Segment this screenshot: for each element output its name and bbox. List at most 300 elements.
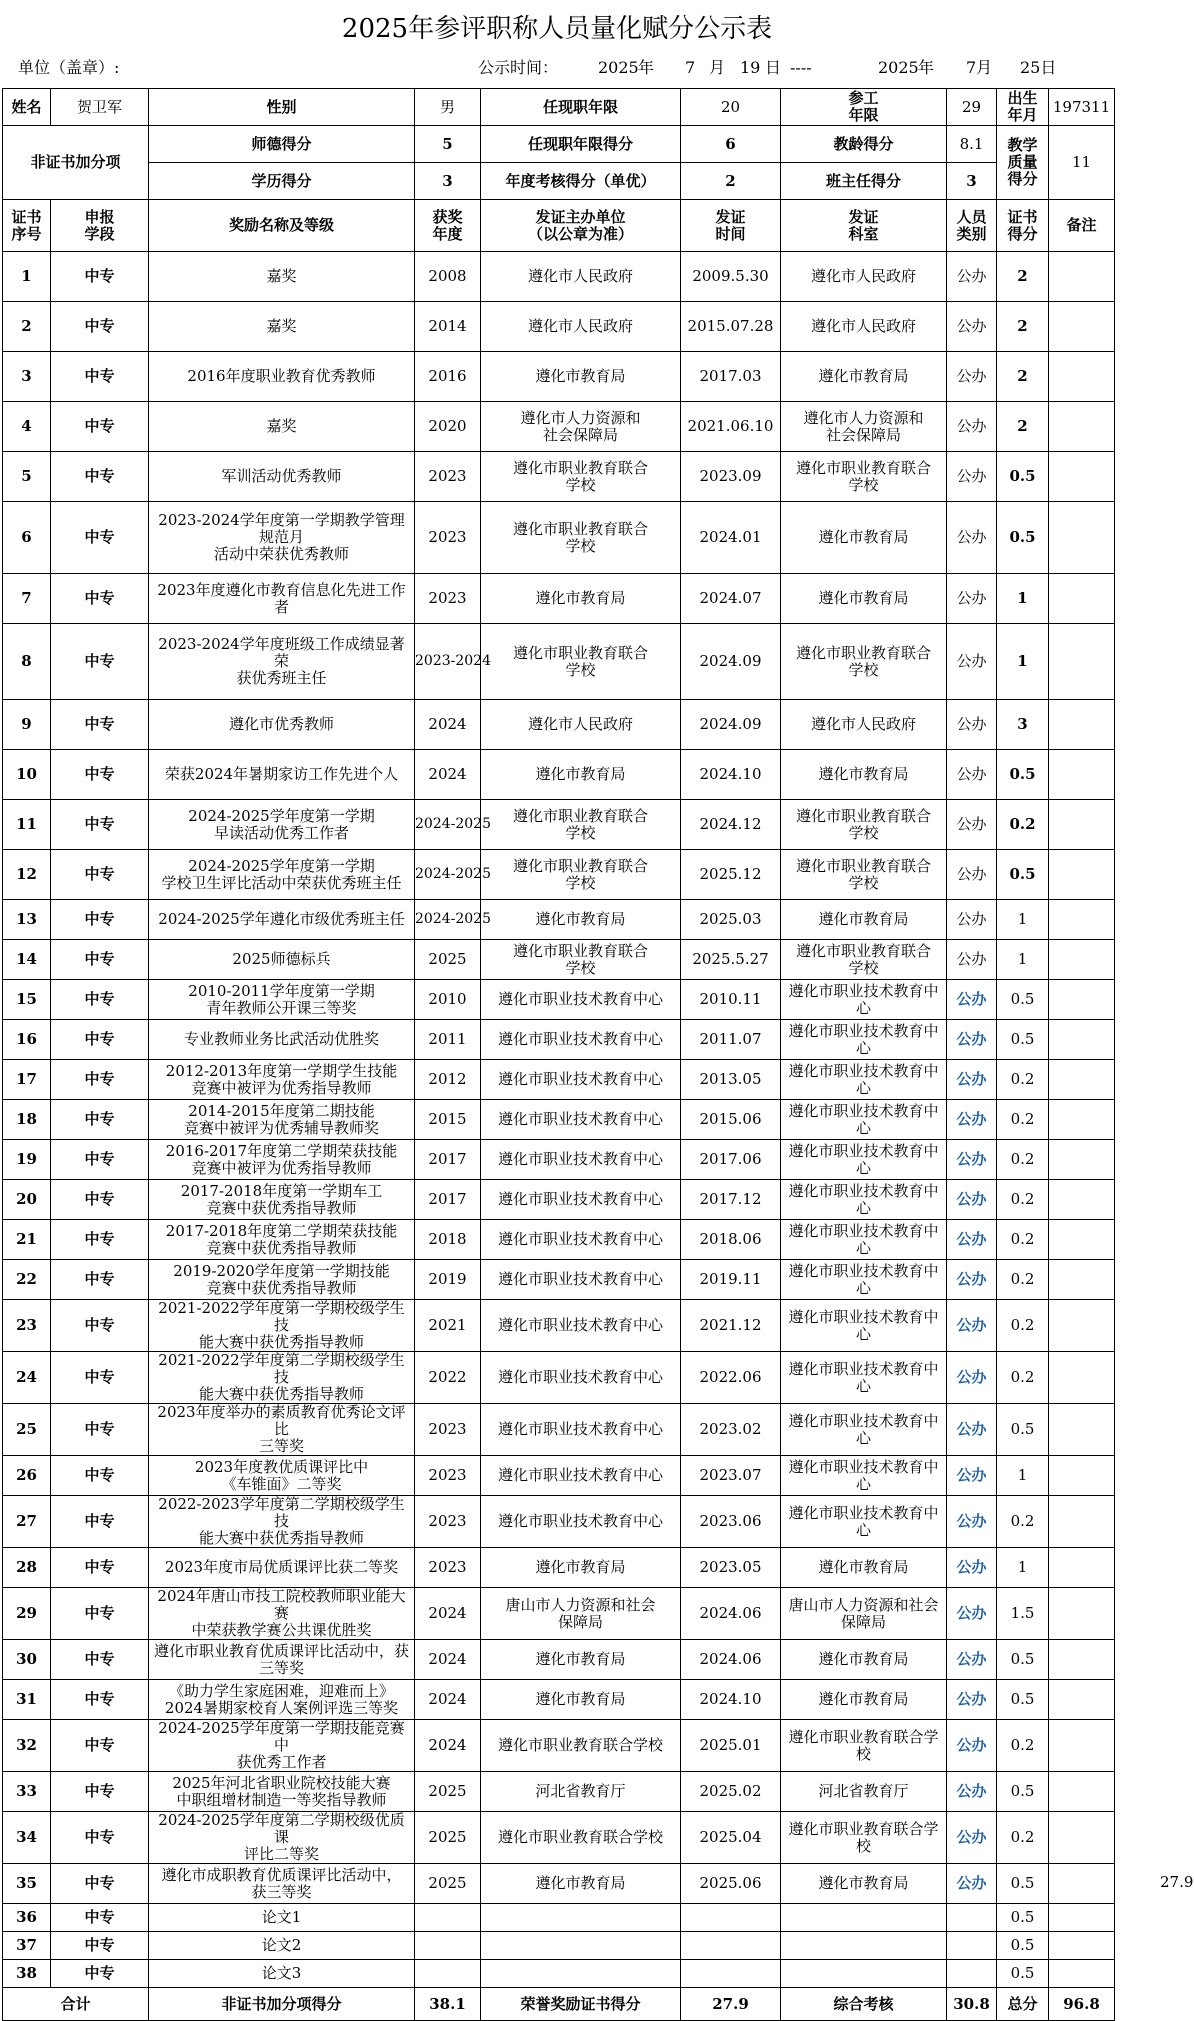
- row-no: 14: [3, 940, 51, 980]
- row-award: 《助力学生家庭困难，迎难而上》 2024暑期家校育人案例评选三等奖: [149, 1680, 415, 1720]
- row-stage: 中专: [51, 502, 149, 574]
- row-score: 0.2: [997, 1496, 1049, 1548]
- row-score: 0.2: [997, 1260, 1049, 1300]
- row-year: 2023: [415, 1456, 481, 1496]
- row-date: 2025.5.27: [681, 940, 781, 980]
- row-stage: 中专: [51, 1548, 149, 1588]
- row-dept: 遵化市人民政府: [781, 700, 947, 750]
- row-no: 3: [3, 352, 51, 402]
- row-year: 2024-2025: [415, 800, 481, 850]
- row-dept: 遵化市职业技术教育中 心: [781, 1060, 947, 1100]
- row-dept: [781, 1904, 947, 1932]
- row-dept: [781, 1932, 947, 1960]
- row-type: 公办: [947, 1020, 997, 1060]
- assess-label: 综合考核: [781, 1988, 947, 2021]
- start-month: 7: [685, 58, 696, 77]
- row-issuer: 遵化市教育局: [481, 352, 681, 402]
- row-year: 2018: [415, 1220, 481, 1260]
- row-stage: 中专: [51, 402, 149, 452]
- row-award: 2024年唐山市技工院校教师职业能大赛 中荣获教学赛公共课优胜奖: [149, 1588, 415, 1640]
- row-note: [1049, 1496, 1115, 1548]
- row-date: 2024.12: [681, 800, 781, 850]
- row-year: 2016: [415, 352, 481, 402]
- row-no: 38: [3, 1960, 51, 1988]
- row-no: 15: [3, 980, 51, 1020]
- row-date: 2025.01: [681, 1720, 781, 1772]
- row-award: 2023年度教优质课评比中 《车锥面》二等奖: [149, 1456, 415, 1496]
- row-date: 2015.06: [681, 1100, 781, 1140]
- quality-value: 11: [1049, 126, 1115, 200]
- row-stage: 中专: [51, 1300, 149, 1352]
- row-type: 公办: [947, 1812, 997, 1864]
- row-score: 1.5: [997, 1588, 1049, 1640]
- row-date: 2023.05: [681, 1548, 781, 1588]
- row-type: 公办: [947, 1640, 997, 1680]
- table-row: [3, 1456, 1115, 1496]
- col-header-stage: 申报 学段: [51, 200, 149, 252]
- row-issuer: 唐山市人力资源和社会 保障局: [481, 1588, 681, 1640]
- row-no: 27: [3, 1496, 51, 1548]
- table-row: [3, 624, 1115, 700]
- work-years-label: 参工 年限: [781, 89, 947, 126]
- row-score: 0.5: [997, 1640, 1049, 1680]
- row-no: 22: [3, 1260, 51, 1300]
- row-dept: 唐山市人力资源和社会 保障局: [781, 1588, 947, 1640]
- row-note: [1049, 1020, 1115, 1060]
- row-dept: 遵化市教育局: [781, 1864, 947, 1904]
- row-note: [1049, 980, 1115, 1020]
- row-issuer: 遵化市人民政府: [481, 252, 681, 302]
- row-issuer: 遵化市教育局: [481, 574, 681, 624]
- row-stage: 中专: [51, 1640, 149, 1680]
- row-type: 公办: [947, 850, 997, 900]
- row-type: 公办: [947, 1588, 997, 1640]
- tenure-score-value: 6: [681, 126, 781, 163]
- row-score: 0.2: [997, 1180, 1049, 1220]
- row-stage: 中专: [51, 1812, 149, 1864]
- row-no: 18: [3, 1100, 51, 1140]
- row-dept: 遵化市职业教育联合 学校: [781, 850, 947, 900]
- row-stage: 中专: [51, 1772, 149, 1812]
- row-score: 0.5: [997, 1404, 1049, 1456]
- row-date: 2021.06.10: [681, 402, 781, 452]
- row-no: 35: [3, 1864, 51, 1904]
- row-score: 0.5: [997, 1864, 1049, 1904]
- annual-value: 2: [681, 163, 781, 200]
- row-dept: 遵化市职业教育联合学 校: [781, 1812, 947, 1864]
- row-issuer: 遵化市人民政府: [481, 700, 681, 750]
- row-year: 2017: [415, 1140, 481, 1180]
- ethics-label: 师德得分: [149, 126, 415, 163]
- edu-label: 学历得分: [149, 163, 415, 200]
- row-dept: 遵化市人民政府: [781, 252, 947, 302]
- row-year: 2020: [415, 402, 481, 452]
- row-no: 36: [3, 1904, 51, 1932]
- honor-total-label: 荣誉奖励证书得分: [481, 1988, 681, 2021]
- row-award: 2023年度举办的素质教育优秀论文评比 三等奖: [149, 1404, 415, 1456]
- row-no: 5: [3, 452, 51, 502]
- row-year: 2024: [415, 1640, 481, 1680]
- row-score: 0.5: [997, 750, 1049, 800]
- row-award: 遵化市成职教育优质课评比活动中， 获三等奖: [149, 1864, 415, 1904]
- row-stage: 中专: [51, 574, 149, 624]
- row-dept: 遵化市职业技术教育中 心: [781, 1020, 947, 1060]
- row-note: [1049, 1352, 1115, 1404]
- row-award: 嘉奖: [149, 252, 415, 302]
- row-dept: 遵化市职业教育联合 学校: [781, 940, 947, 980]
- row-year: 2023-2024: [415, 624, 481, 700]
- year-char: 年: [638, 58, 655, 77]
- row-type: 公办: [947, 1772, 997, 1812]
- row-no: 20: [3, 1180, 51, 1220]
- tenure-value: 20: [681, 89, 781, 126]
- page-title: 2025年参评职称人员量化赋分公示表: [341, 14, 773, 44]
- row-no: 1: [3, 252, 51, 302]
- row-note: [1049, 1640, 1115, 1680]
- row-year: 2025: [415, 1772, 481, 1812]
- row-year: 2024: [415, 1588, 481, 1640]
- row-stage: 中专: [51, 1720, 149, 1772]
- row-note: [1049, 252, 1115, 302]
- row-type: 公办: [947, 1100, 997, 1140]
- row-date: 2023.09: [681, 452, 781, 502]
- row-score: 0.5: [997, 850, 1049, 900]
- row-year: [415, 1960, 481, 1988]
- row-issuer: 遵化市职业技术教育中心: [481, 1352, 681, 1404]
- row-date: 2017.06: [681, 1140, 781, 1180]
- start-day: 19: [740, 58, 761, 77]
- row-score: 3: [997, 700, 1049, 750]
- row-award: 2023年度市局优质课评比获二等奖: [149, 1548, 415, 1588]
- work-years-value: 29: [947, 89, 997, 126]
- table-row: [3, 940, 1115, 980]
- row-issuer: 遵化市职业技术教育中心: [481, 1220, 681, 1260]
- row-type: 公办: [947, 1720, 997, 1772]
- table-row: [3, 750, 1115, 800]
- row-year: 2012: [415, 1060, 481, 1100]
- row-year: [415, 1932, 481, 1960]
- row-issuer: 遵化市职业教育联合 学校: [481, 452, 681, 502]
- col-header-dept: 发证 科室: [781, 200, 947, 252]
- row-no: 12: [3, 850, 51, 900]
- row-award: 2017-2018年度第一学期车工 竞赛中获优秀指导教师: [149, 1180, 415, 1220]
- row-note: [1049, 402, 1115, 452]
- row-score: 0.5: [997, 1960, 1049, 1988]
- table-row: [3, 1496, 1115, 1548]
- row-dept: 遵化市职业教育联合学 校: [781, 1720, 947, 1772]
- col-header-date: 发证 时间: [681, 200, 781, 252]
- row-issuer: 遵化市职业教育联合学校: [481, 1812, 681, 1864]
- row-score: 2: [997, 302, 1049, 352]
- name-label: 姓名: [3, 89, 51, 126]
- table-row: [3, 850, 1115, 900]
- row-issuer: [481, 1932, 681, 1960]
- row-stage: 中专: [51, 1220, 149, 1260]
- row-note: [1049, 302, 1115, 352]
- row-type: 公办: [947, 1300, 997, 1352]
- row-type: 公办: [947, 1680, 997, 1720]
- table-row: [3, 1932, 1115, 1960]
- col-header-issuer: 发证主办单位 （以公章为准）: [481, 200, 681, 252]
- annual-label: 年度考核得分（单优）: [481, 163, 681, 200]
- row-type: 公办: [947, 1404, 997, 1456]
- row-type: 公办: [947, 352, 997, 402]
- row-award: 嘉奖: [149, 302, 415, 352]
- row-type: 公办: [947, 402, 997, 452]
- row-year: 2022: [415, 1352, 481, 1404]
- row-issuer: 遵化市教育局: [481, 750, 681, 800]
- row-type: 公办: [947, 574, 997, 624]
- row-type: [947, 1904, 997, 1932]
- name-value: 贺卫军: [51, 89, 149, 126]
- row-year: 2025: [415, 940, 481, 980]
- row-note: [1049, 1220, 1115, 1260]
- row-year: 2011: [415, 1020, 481, 1060]
- row-stage: 中专: [51, 1180, 149, 1220]
- row-dept: 遵化市教育局: [781, 1640, 947, 1680]
- row-score: 1: [997, 624, 1049, 700]
- row-year: [415, 1904, 481, 1932]
- row-note: [1049, 624, 1115, 700]
- row-no: 16: [3, 1020, 51, 1060]
- row-no: 4: [3, 402, 51, 452]
- row-score: 0.2: [997, 1220, 1049, 1260]
- row-stage: 中专: [51, 302, 149, 352]
- sum-value: 96.8: [1049, 1988, 1115, 2021]
- row-award: 嘉奖: [149, 402, 415, 452]
- row-award: 2012-2013年度第一学期学生技能 竞赛中被评为优秀指导教师: [149, 1060, 415, 1100]
- row-dept: 遵化市职业教育联合 学校: [781, 452, 947, 502]
- row-stage: 中专: [51, 1864, 149, 1904]
- row-no: 23: [3, 1300, 51, 1352]
- row-year: 2021: [415, 1300, 481, 1352]
- col-header-award: 奖励名称及等级: [149, 200, 415, 252]
- row-award: 2025年河北省职业院校技能大赛 中职组增材制造一等奖指导教师: [149, 1772, 415, 1812]
- score-table: [2, 88, 1115, 2021]
- row-type: 公办: [947, 1180, 997, 1220]
- row-award: 2010-2011学年度第一学期 青年教师公开课三等奖: [149, 980, 415, 1020]
- table-row: [3, 1300, 1115, 1352]
- table-row: [3, 352, 1115, 402]
- row-award: 2021-2022学年度第一学期校级学生技 能大赛中获优秀指导教师: [149, 1300, 415, 1352]
- row-stage: 中专: [51, 800, 149, 850]
- row-note: [1049, 1772, 1115, 1812]
- row-date: 2024.09: [681, 700, 781, 750]
- row-issuer: 遵化市职业技术教育中心: [481, 980, 681, 1020]
- honor-total-value: 27.9: [681, 1988, 781, 2021]
- head-teacher-value: 3: [947, 163, 997, 200]
- table-row: [3, 1720, 1115, 1772]
- unit-label: 单位（盖章）:: [18, 58, 120, 77]
- row-no: 17: [3, 1060, 51, 1100]
- col-header-score: 证书 得分: [997, 200, 1049, 252]
- row-issuer: 遵化市职业教育联合学校: [481, 1720, 681, 1772]
- row-score: 0.2: [997, 1100, 1049, 1140]
- row-date: 2018.06: [681, 1220, 781, 1260]
- row-type: 公办: [947, 1864, 997, 1904]
- outside-value: 27.9: [1160, 1873, 1194, 1891]
- row-dept: 遵化市职业技术教育中 心: [781, 1260, 947, 1300]
- row-type: [947, 1932, 997, 1960]
- row-stage: 中专: [51, 900, 149, 940]
- row-stage: 中专: [51, 452, 149, 502]
- row-dept: 遵化市教育局: [781, 1548, 947, 1588]
- table-row: [3, 574, 1115, 624]
- table-row: [3, 502, 1115, 574]
- end-year: 2025: [878, 58, 919, 77]
- row-issuer: 遵化市职业技术教育中心: [481, 1496, 681, 1548]
- row-score: 1: [997, 900, 1049, 940]
- row-dept: 遵化市职业技术教育中 心: [781, 1404, 947, 1456]
- row-issuer: 遵化市职业技术教育中心: [481, 1100, 681, 1140]
- row-score: 0.5: [997, 1020, 1049, 1060]
- row-dept: 遵化市人民政府: [781, 302, 947, 352]
- birth-value: 197311: [1049, 89, 1115, 126]
- sum-label: 总分: [997, 1988, 1049, 2021]
- row-note: [1049, 1864, 1115, 1904]
- table-row: [3, 1904, 1115, 1932]
- table-row: [3, 800, 1115, 850]
- row-year: 2014: [415, 302, 481, 352]
- row-note: [1049, 574, 1115, 624]
- row-score: 1: [997, 1456, 1049, 1496]
- row-score: 0.5: [997, 1680, 1049, 1720]
- row-score: 0.5: [997, 1904, 1049, 1932]
- row-year: 2023: [415, 1404, 481, 1456]
- row-stage: 中专: [51, 750, 149, 800]
- table-row: [3, 1812, 1115, 1864]
- row-date: 2017.03: [681, 352, 781, 402]
- row-type: 公办: [947, 1260, 997, 1300]
- row-year: 2025: [415, 1864, 481, 1904]
- row-award: 2017-2018年度第二学期荣获技能 竞赛中获优秀指导教师: [149, 1220, 415, 1260]
- row-note: [1049, 452, 1115, 502]
- assess-value: 30.8: [947, 1988, 997, 2021]
- table-row: [3, 1260, 1115, 1300]
- row-no: 33: [3, 1772, 51, 1812]
- row-stage: 中专: [51, 1496, 149, 1548]
- row-type: 公办: [947, 1220, 997, 1260]
- row-award: 2024-2025学年度第一学期技能竞赛中 获优秀工作者: [149, 1720, 415, 1772]
- row-award: 2023-2024学年度班级工作成绩显著荣 获优秀班主任: [149, 624, 415, 700]
- row-year: 2025: [415, 1812, 481, 1864]
- row-stage: 中专: [51, 1588, 149, 1640]
- row-no: 25: [3, 1404, 51, 1456]
- row-date: 2023.07: [681, 1456, 781, 1496]
- row-award: 2016年度职业教育优秀教师: [149, 352, 415, 402]
- row-note: [1049, 1932, 1115, 1960]
- row-year: 2024: [415, 1680, 481, 1720]
- row-award: 专业教师业务比武活动优胜奖: [149, 1020, 415, 1060]
- row-note: [1049, 1720, 1115, 1772]
- row-score: 0.5: [997, 452, 1049, 502]
- row-type: 公办: [947, 1060, 997, 1100]
- row-date: 2024.06: [681, 1588, 781, 1640]
- row-note: [1049, 940, 1115, 980]
- row-year: 2023: [415, 1496, 481, 1548]
- row-issuer: 遵化市人力资源和 社会保障局: [481, 402, 681, 452]
- row-date: 2025.04: [681, 1812, 781, 1864]
- row-award: 2024-2025学年度第一学期 学校卫生评比活动中荣获优秀班主任: [149, 850, 415, 900]
- row-date: 2017.12: [681, 1180, 781, 1220]
- table-row: [3, 1020, 1115, 1060]
- row-issuer: 遵化市教育局: [481, 1680, 681, 1720]
- row-year: 2023: [415, 574, 481, 624]
- row-issuer: 遵化市职业教育联合 学校: [481, 940, 681, 980]
- col-header-note: 备注: [1049, 200, 1115, 252]
- row-stage: 中专: [51, 940, 149, 980]
- row-score: 0.5: [997, 980, 1049, 1020]
- row-stage: 中专: [51, 352, 149, 402]
- non-cert-total-label: 非证书加分项得分: [149, 1988, 415, 2021]
- end-year-char: 年: [918, 58, 935, 77]
- row-no: 31: [3, 1680, 51, 1720]
- row-issuer: 遵化市职业技术教育中心: [481, 1300, 681, 1352]
- table-row: [3, 1100, 1115, 1140]
- table-row: [3, 1140, 1115, 1180]
- row-score: 0.2: [997, 1812, 1049, 1864]
- row-issuer: 河北省教育厅: [481, 1772, 681, 1812]
- row-type: 公办: [947, 1496, 997, 1548]
- col-header-no: 证书 序号: [3, 200, 51, 252]
- row-issuer: 遵化市职业技术教育中心: [481, 1180, 681, 1220]
- table-row: [3, 1772, 1115, 1812]
- row-year: 2015: [415, 1100, 481, 1140]
- row-score: 0.5: [997, 502, 1049, 574]
- row-date: 2013.05: [681, 1060, 781, 1100]
- row-dept: [781, 1960, 947, 1988]
- row-score: 0.2: [997, 1060, 1049, 1100]
- teach-age-label: 教龄得分: [781, 126, 947, 163]
- info-row: [3, 89, 1115, 126]
- row-issuer: 遵化市职业教育联合 学校: [481, 850, 681, 900]
- row-issuer: 遵化市教育局: [481, 1548, 681, 1588]
- table-row: [3, 1588, 1115, 1640]
- row-award: 2023年度遵化市教育信息化先进工作者: [149, 574, 415, 624]
- row-dept: 遵化市职业技术教育中 心: [781, 1300, 947, 1352]
- row-year: 2017: [415, 1180, 481, 1220]
- quality-label: 教学 质量 得分: [997, 126, 1049, 200]
- row-note: [1049, 352, 1115, 402]
- row-stage: 中专: [51, 1456, 149, 1496]
- row-dept: 遵化市职业技术教育中 心: [781, 1496, 947, 1548]
- row-issuer: 遵化市职业技术教育中心: [481, 1140, 681, 1180]
- row-issuer: 遵化市职业教育联合 学校: [481, 800, 681, 850]
- row-stage: 中专: [51, 1904, 149, 1932]
- award-rows: [3, 252, 1115, 1988]
- row-date: 2025.06: [681, 1864, 781, 1904]
- row-year: 2010: [415, 980, 481, 1020]
- row-award: 军训活动优秀教师: [149, 452, 415, 502]
- row-award: 2021-2022学年度第二学期校级学生技 能大赛中获优秀指导教师: [149, 1352, 415, 1404]
- row-no: 2: [3, 302, 51, 352]
- row-type: 公办: [947, 900, 997, 940]
- head-teacher-label: 班主任得分: [781, 163, 947, 200]
- row-award: 2022-2023学年度第二学期校级学生技 能大赛中获优秀指导教师: [149, 1496, 415, 1548]
- row-award: 荣获2024年暑期家访工作先进个人: [149, 750, 415, 800]
- row-stage: 中专: [51, 1404, 149, 1456]
- row-dept: 遵化市人力资源和 社会保障局: [781, 402, 947, 452]
- row-year: 2023: [415, 452, 481, 502]
- row-issuer: [481, 1960, 681, 1988]
- row-score: 0.2: [997, 1352, 1049, 1404]
- row-issuer: 遵化市教育局: [481, 1640, 681, 1680]
- row-year: 2008: [415, 252, 481, 302]
- row-dept: 遵化市教育局: [781, 750, 947, 800]
- row-stage: 中专: [51, 700, 149, 750]
- row-date: 2015.07.28: [681, 302, 781, 352]
- row-no: 21: [3, 1220, 51, 1260]
